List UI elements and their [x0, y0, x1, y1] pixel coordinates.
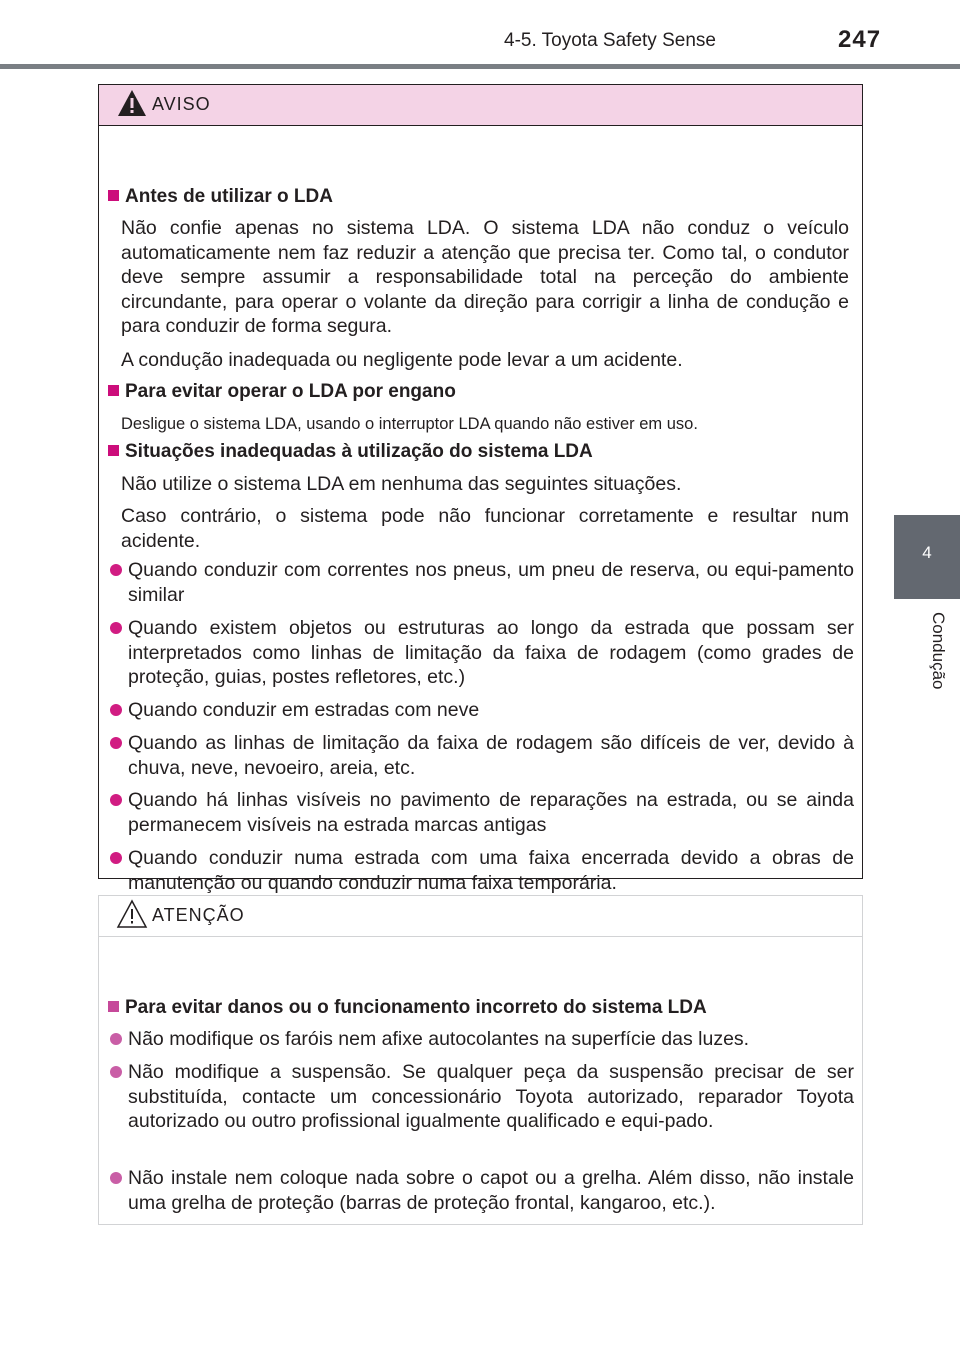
list-item: Quando conduzir numa estrada com uma faixa encerrada devido a obras de manutenção ou quando conduzir numa faixa temporária. [128, 847, 854, 894]
section-heading: Para evitar operar o LDA por engano [108, 381, 456, 403]
square-bullet-icon [108, 445, 119, 456]
round-bullet-icon [110, 794, 122, 806]
section-heading: Situações inadequadas à utilização do sistema LDA [108, 441, 593, 463]
paragraph: A condução inadequada ou negligente pode levar a um acidente. [121, 349, 683, 371]
square-bullet-icon [108, 385, 119, 396]
list-item: Não modifique a suspensão. Se qualquer peça da suspensão precisar de ser substituída, contacte um concessionário Toyota autorizado, reparador Toyota autorizado ou outro profissional igualmente qualificado e equi-pado. [128, 1061, 854, 1132]
header-rule [0, 64, 960, 69]
chapter-tab [894, 515, 960, 599]
round-bullet-icon [110, 564, 122, 576]
paragraph: Não utilize o sistema LDA em nenhuma das seguintes situações. [121, 473, 682, 495]
round-bullet-icon [110, 1033, 122, 1045]
caution-title: ATENÇÃO [152, 905, 245, 925]
caution-box-header [99, 896, 862, 937]
list-item: Não modifique os faróis nem afixe autocolantes na superfície das luzes. [128, 1028, 750, 1050]
round-bullet-icon [110, 704, 122, 716]
caution-triangle-icon [116, 899, 148, 929]
section-heading: Antes de utilizar o LDA [108, 186, 333, 208]
list-item: Quando as linhas de limitação da faixa de rodagem são difíceis de ver, devido à chuva, neve, nevoeiro, areia, etc. [128, 732, 854, 779]
warning-triangle-icon [116, 88, 148, 118]
list-item: Quando há linhas visíveis no pavimento de reparações na estrada, ou se ainda permanecem visíveis na estrada marcas antigas [128, 789, 854, 836]
paragraph: Caso contrário, o sistema pode não funcionar corretamente e resultar num acidente. [121, 505, 849, 552]
list-item: Não instale nem coloque nada sobre o capot ou a grelha. Além disso, não instale uma grelha de proteção (barras de proteção frontal, kangaroo, etc.). [128, 1167, 854, 1214]
paragraph: Desligue o sistema LDA, usando o interruptor LDA quando não estiver em uso. [121, 415, 698, 433]
list-item: Quando conduzir em estradas com neve [128, 699, 480, 721]
section-title: 4-5. Toyota Safety Sense [504, 30, 716, 51]
warning-title: AVISO [152, 94, 211, 114]
warning-box-header [99, 85, 862, 126]
square-bullet-icon [108, 1001, 119, 1012]
round-bullet-icon [110, 1066, 122, 1078]
square-bullet-icon [108, 190, 119, 201]
round-bullet-icon [110, 622, 122, 634]
round-bullet-icon [110, 1172, 122, 1184]
round-bullet-icon [110, 737, 122, 749]
list-item: Quando existem objetos ou estruturas ao longo da estrada que possam ser interpretados como linhas de limitação da faixa de rodagem (como grades de proteção, guias, postes refletores, etc.) [128, 617, 854, 688]
chapter-number: 4 [922, 543, 932, 562]
warning-box [98, 84, 863, 894]
page-number: 247 [838, 26, 882, 53]
caution-box [98, 895, 863, 1225]
paragraph: Não confie apenas no sistema LDA. O sistema LDA não conduz o veículo automaticamente nem faz reduzir a atenção que precisa ter. Como tal, o condutor deve sempre assumir a responsabilidade total na perceção do ambiente circundante, para operar o volante da direção para corrigir a linha de condução e para conduzir de forma segura. [121, 217, 849, 337]
round-bullet-icon [110, 852, 122, 864]
chapter-label: Condução [929, 612, 948, 690]
section-heading: Para evitar danos ou o funcionamento incorreto do sistema LDA [108, 997, 707, 1019]
list-item: Quando conduzir com correntes nos pneus, um pneu de reserva, ou equi-pamento similar [128, 559, 854, 606]
